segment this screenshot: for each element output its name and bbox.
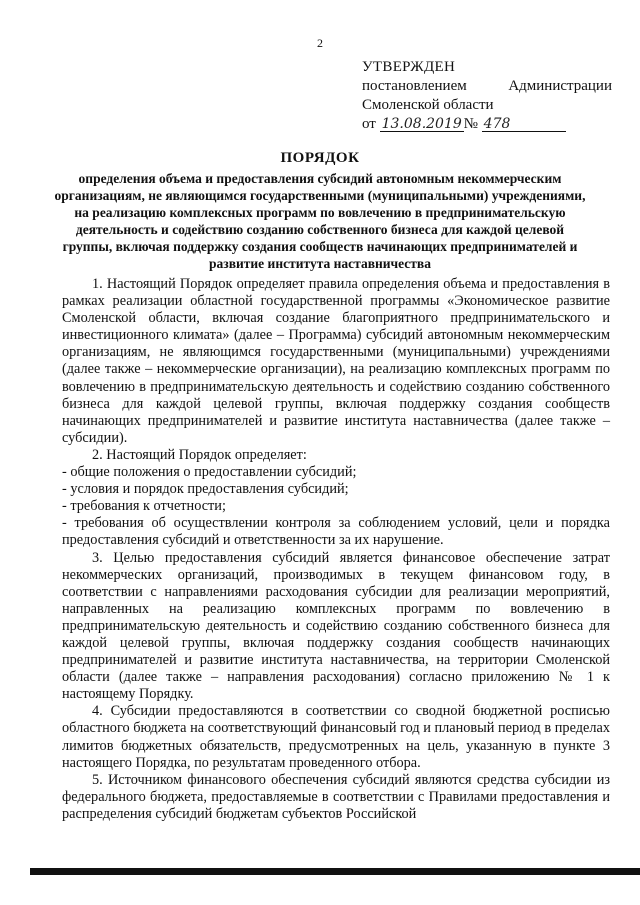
list-item-control: - требования об осуществлении контроля за соблюдением условий, цели и порядка предоставления субсидий и ответственности за их нарушение. (62, 515, 610, 549)
approval-administration-word: Администрации (508, 78, 612, 94)
paragraph-2: 2. Настоящий Порядок определяет: (92, 446, 307, 463)
paragraph-1: 1. Настоящий Порядок определяет правила определения объема и предоставления в рамках реализации областной государственной программы «Экономическое развитие Смоленской области, включая создание благоприятного предпринимательского и инвестиционного климата» (далее – Программа) субсидий автономным некоммерческим организациям, не являющимся государственными (муниципальными) учреждениями (далее также – некоммерческие организации), на реализацию комплексных программ по вовлечению в предпринимательскую деятельность и содействию созданию собственного бизнеса для каждой целевой группы, включая поддержку создания сообществ начинающих предпринимателей и развитие института наставничества (далее также – субсидии). (62, 276, 610, 446)
approval-resolution-word: постановлением (362, 78, 467, 94)
document-body (62, 276, 610, 823)
paragraph-3: 3. Целью предоставления субсидий является финансовое обеспечение затрат некоммерческих организаций, производимых в текущем финансовом году, в соответствии с направлениями расходования субсидии для реализации мероприятий, направленных на реализацию комплексных программ по вовлечению в предпринимательскую деятельность и содействию созданию собственного бизнеса для каждой целевой группы, включая поддержку создания сообществ начинающих предпринимателей и развитие института наставничества, на территории Смоленской области (далее также – направления расходования) согласно приложению № 1 к настоящему Порядку. (62, 549, 610, 703)
document-title: ПОРЯДОК (280, 150, 360, 166)
approval-block (362, 58, 612, 134)
approval-region: Смоленской области (362, 97, 494, 113)
document-subtitle: определения объема и предоставления субсидий автономным некоммерческим организациям, не являющимся государственными (муниципальными) учреждениями, на реализацию комплексных программ по вовлечению в предпринимательскую деятельность и содействию созданию собственного бизнеса для каждой целевой группы, включая поддержку создания сообществ начинающих предпринимателей и развитие института наставничества (54, 171, 586, 271)
paragraph-4: 4. Субсидии предоставляются в соответствии со сводной бюджетной росписью областного бюджета на соответствующий финансовый год и плановый период в пределах лимитов бюджетных обязательств, предусмотренных на цель, указанную в пункте 3 настоящего Порядка, по результатам проведенного отбора. (62, 703, 610, 771)
paragraph-5: 5. Источником финансового обеспечения субсидий являются средства субсидии из федерального бюджета, предоставляемые в соответствии с Правилами предоставления и распределения субсидий бюджетам субъектов Российской (62, 771, 610, 822)
number-prefix: № (463, 116, 478, 132)
list-item-conditions: - условия и порядок предоставления субсидий; (62, 481, 349, 498)
list-item-general: - общие положения о предоставлении субсидий; (62, 464, 357, 481)
page-number: 2 (317, 36, 323, 50)
handwritten-date: 13.08.2019 (381, 116, 462, 132)
approval-heading: УТВЕРЖДЕН (362, 59, 456, 75)
approval-line-2 (362, 77, 612, 96)
approval-date-line (362, 115, 612, 134)
handwritten-number: 478 (482, 117, 566, 132)
scan-bottom-edge (30, 868, 640, 875)
date-prefix: от (362, 116, 376, 132)
list-item-reporting: - требования к отчетности; (62, 498, 226, 515)
